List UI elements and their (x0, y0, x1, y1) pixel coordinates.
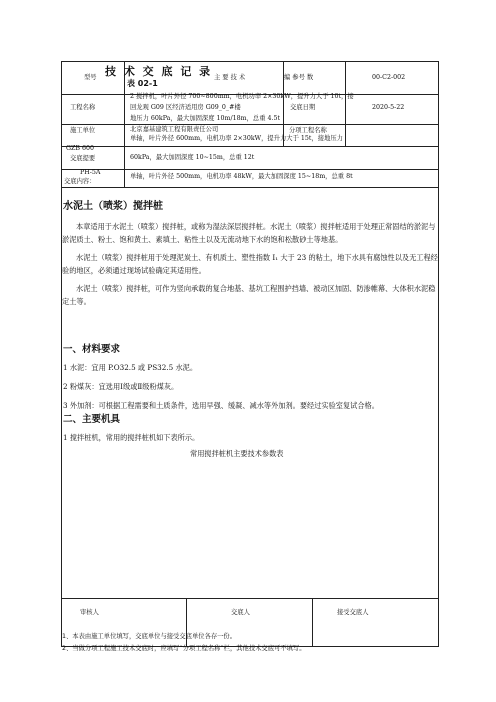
footnote: 1、本表由施工单位填写，交底单位与接受交底单位各存一份。 (62, 633, 237, 640)
intro-paragraph: 水泥土（喷浆）搅拌桩用于处理泥炭土、有机质土、塑性指数 I₁ 大于 23 的粘土，地下水具有腐蚀性以及无工程经验的地区，必须通过现场试验确定其适用性。 (62, 253, 438, 275)
row5-model: PH-5A (80, 169, 101, 176)
intro-paragraph: 本章适用于水泥土（喷浆）搅拌桩，或称为湿法深层搅拌桩。水泥土（喷浆）搅拌桩适用于处理正常固结的淤泥与淤泥质土、粉土、饱和黄土、素填土、粘性土以及无流动地下水的饱和松散砂土等地基。 (62, 222, 436, 244)
receiver-label: 接受交底人 (337, 609, 369, 616)
row5-content: 单轴，叶片外径 500mm，电机功率 48kW，最大加固深度 15~18m，总重 8t (130, 173, 353, 180)
row4-content: 60kPa，最大加固深度 10~15m，总重 12t (130, 154, 255, 161)
form-subtitle: 表 02-1 (127, 79, 158, 88)
row-divider (61, 146, 439, 147)
col-divider (312, 598, 313, 646)
project-name-label: 工程名称 (70, 104, 96, 111)
form-title: 技 术 交 底 记 录 (105, 65, 213, 78)
doc-number-value: 00-C2-002 (372, 74, 406, 81)
section1-item: 3 外加剂：可根据工程需要和土质条件，选用早强、缓凝、减水等外加剂。要经过实验室复试合格。 (63, 401, 379, 410)
date-value: 2020-5-22 (372, 104, 405, 111)
footnote: 2、当做分项工程施工技术交底时，应填写“分项工程名称”栏，其他技术交底可不填写。 (62, 645, 306, 652)
row-divider (61, 598, 439, 599)
col-divider (345, 61, 346, 146)
section1-item: 2 粉煤灰：宜选用Ⅰ级或Ⅱ级粉煤灰。 (63, 382, 179, 391)
summary-label: 交底提要 (70, 155, 96, 162)
frame-left (61, 61, 62, 647)
project-content-line2: 回龙观 G09 区经济适用房 G09_0_#楼 (130, 104, 241, 111)
table-caption: 常用搅拌桩机主要技术参数表 (190, 449, 284, 458)
row1-mid-label: 主 要 技 术 (214, 74, 246, 81)
presenter-label: 交底人 (231, 609, 250, 616)
project-content-line3: 地压力 60kPa，最大加固深度 10m/18m，总重 4.5t (130, 115, 281, 122)
section1-item: 1 水泥：宜用 P.O32.5 或 PS32.5 水泥。 (63, 363, 198, 372)
subproject-name-label: 分项工程名称 (289, 127, 327, 134)
date-label: 交底日期 (290, 104, 316, 111)
content-label: 交底内容： (64, 178, 96, 185)
row4-model: GZB 600 (66, 145, 95, 152)
intro-paragraphs (62, 220, 439, 308)
doc-number-label: 编 参号 数 (284, 74, 314, 81)
intro-paragraph: 水泥土（喷浆）搅拌桩，可作为竖向承载的复合地基、基坑工程围护挡墙、被动区加固、防渗帷幕、大体积水泥稳定土等。 (62, 284, 436, 306)
row1-label: 型号 (84, 74, 97, 81)
row-divider (61, 187, 439, 188)
section1-heading: 一、材料要求 (63, 344, 121, 355)
section2-item: 1 搅拌桩机，常用的搅拌桩机如下表所示。 (63, 433, 200, 442)
project-content-line1: 2 搅拌机，叶片外径 700~800mm，电机功率 2×30kW，提升力大于 10t，接 (130, 93, 354, 100)
reviewer-label: 审核人 (80, 609, 99, 616)
frame-right (438, 61, 439, 647)
body-title: 水泥土（喷浆）搅拌桩 (63, 201, 163, 212)
section2-heading: 二、主要机具 (63, 414, 121, 425)
frame-top (61, 61, 439, 62)
row-divider (61, 124, 439, 125)
company-name: 北京嘉基建筑工程有限责任公司 (130, 126, 219, 133)
col-divider (124, 61, 125, 187)
construction-unit-label: 施工单位 (70, 127, 96, 134)
row-divider (61, 169, 439, 170)
row3-overlap-text: 单轴，叶片外径 600mm，电机功率 2×30kW，提升力大于 15t，接地压力 (130, 135, 343, 142)
